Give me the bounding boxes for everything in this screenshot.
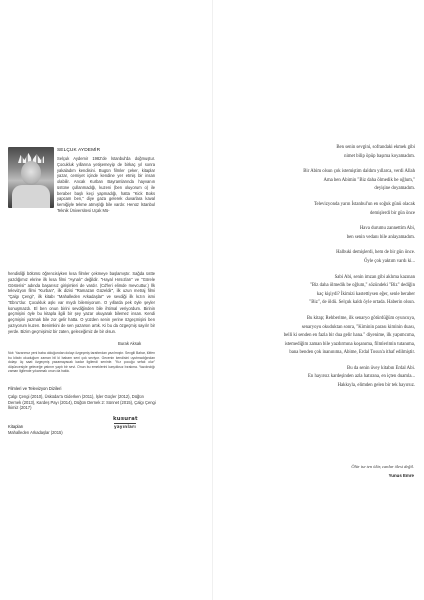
- epigraph-author: Yunus Emre: [388, 473, 414, 478]
- poem-stanza: [272, 249, 415, 266]
- poem-line: istemediğim zaman bile yazdırmına koşanıma, filmlerimin tutanıma,: [284, 341, 415, 347]
- poem-line: "Biz", de öldü. Selçuk kaldı öyle ortada. Haberin olsun.: [309, 300, 415, 306]
- poem-stanza: [272, 144, 415, 161]
- poem-line: kaç kişiydi? İkimizi kastettiysen eğer, senle beraber: [316, 291, 415, 297]
- publisher-logo-line1: kusurat: [113, 416, 138, 422]
- poem-stanza: [272, 315, 415, 358]
- poem-line: belli ki senden en fazla bir dua gelir hana." diyenime, ilk yapımcıma,: [283, 333, 415, 339]
- publisher-logo: [113, 416, 137, 429]
- books-heading: Kitapları: [8, 424, 24, 429]
- face-shape: [21, 161, 41, 185]
- bio-continued: hendisliği bölümü öğrencisiyken kısa filmler çekmeye başlamıştır. Sağda üstte yazdığımız ekrine ilk kısa filmi "Aynalı" değildir. "Hayal Hırsızları" ve "Görele Gösterisi" adında başarısız girişimleri de vardır. (Cd'leri elimde mevcuttur.) İlk televizyon filmi "Kurban", ilk dizisi "Ramazan Güzeldir", ilk uzun metraj filmi "Çalgı Çengi", ilk kitabı "Mahalleden Arkadaşlar" ve sevdiği ilk kızın ismi "Ebru"dur. Çocukluk aşkı var mıydı bilemiyorum. O yıllarda pek öyle şeyler konuşmazdı. El ben onun birini sevdiğinden bile ihtimal veriyordum. Birinin geçmişini öyle bu kitapla ilgili bir şey yazar okuyarak bilemez insan. Kendi geçmişini yazmak bile zor gelir hatta. O yüzden senin yerine özgeçmişini ben yazıyorum kuzen. Benimkini de sen yazarsın artık. Ki bu da özgeçmiş sayılır bir yerde. Bizim geçmişimiz bir zaten, geleceğimiz de bir olsun.: [8, 271, 155, 334]
- epigraph-quote: Ölür ise ten ölür, canlar ölesi değil.: [351, 464, 414, 469]
- poem-stanza: [272, 201, 415, 218]
- poem-line: demişlerdi bir gün önce: [370, 210, 415, 216]
- poem-line: Öyle çok yaktım vardı ki...: [363, 258, 415, 264]
- poem-line: "Biz daha ölmedik be oğlum," sözündeki "Biz" dediğin: [309, 283, 415, 289]
- poem-stanza: [272, 168, 415, 194]
- poem-line: En hayırsız kardeşinden azla hatırana, en içten duamla...: [308, 374, 415, 380]
- books-list: Mahalleden Arkadaşlar (2015): [8, 430, 63, 435]
- dedication-poem: [272, 144, 415, 398]
- poem-line: bana benden çok inanınıma, Abime, Erdal Tosun'a ithaf edilmiştir.: [289, 350, 415, 356]
- poem-line: Hakkıyla, elimden gelen bir tek hayırsız.: [337, 383, 415, 389]
- poem-line: Ama ben Abimin "Biz daha ölmedik be oğlum,": [323, 177, 415, 183]
- right-page: [212, 0, 424, 600]
- poem-line: Ben senin sevgini, sofrandaki ekmek gibi: [336, 145, 415, 150]
- poem-line: Bu da senin üvey kitabın Erdal Abi.: [347, 365, 415, 371]
- poem-line: senaryoyu okuduktan sonra, "Kiminin parası kiminin duası,: [301, 324, 415, 330]
- poem-line: deyişine doyamadım.: [374, 186, 415, 192]
- bio-top: Selçuk Aydemir 1982'de İstanbul'da doğmuştur. Çocukluk yıllarına yetişemeyip de birkaç yıl sonra yakaladım kendisini. Bugün filmler çeker, kitaplar yazar, cemiyet içinde kendine yer etmiş bir insan olabilir. Ancak Kurban Bayramlarında hayvanın üstüne çullanmadığı, kuzeni (ben oluyorum o) ile beraber başlı keçi yapmadığı, hatta "Kick Boks yapcam ben," diye gaza gelerek duvarlara kaval kemiğiyle tekme atmışlığı bile vardır. Henüz İstanbul Teknik Üniversitesi Uçak Mü-: [57, 156, 155, 213]
- author-name: SELÇUK AYDEMİR: [57, 148, 101, 153]
- poem-line: Sabi Abi, senin imzan gibi aklıma kazınan: [334, 274, 415, 280]
- poem-line: Bir Abim olsun çok istemiştim daldım yıllarca, verdi Allah: [303, 169, 415, 175]
- poem-stanza: [272, 225, 415, 242]
- poem-line: Hava durumu zannettim Abi,: [359, 226, 415, 232]
- poem-stanza: [272, 365, 415, 391]
- works-heading: Filmleri ve Televizyon Dizileri: [8, 386, 62, 391]
- poem-line: Bu kitap; Rehberime, ilk senaryo götürdüğüm oyuncuya,: [306, 315, 415, 321]
- author-note: Not: Yazarımız yeni baba olduğundan dolayı özgeçmiş tarafımdan yazılmıştır. Sevgili Bahar, lütfen bu kitabı okuduğum zaman bil ki babam seni çok seviyor. Gecenin kendisini uyutmadığından dolayı üç saat özgeçmiş yazamayacak kadar ilgilendi seninle. "Kız çocuğu sefalı olur" düşüncesiyle geleceğe yatırım yaptı bir sevi. Onun bu emeklerini karşılıksız bırakma. Yazdındığı zaman ilgilende yıkanmak onun da hakkı.: [8, 351, 155, 374]
- poem-line: ben senin vedanı bile anlayamadım.: [346, 234, 415, 240]
- poem-line: Televizyonda yarın İstanbul'un en soğuk günü olacak: [313, 201, 415, 207]
- poem-line: Halbuki demişlerdi, hem de bir gün önce.: [336, 250, 415, 256]
- body-shape: [12, 185, 50, 208]
- author-photo: [8, 147, 54, 208]
- poem-stanza: [272, 274, 415, 308]
- poem-line: nimet bilip öpüp başıma koyamadım.: [344, 153, 415, 159]
- publisher-logo-line2: yayınları: [113, 423, 137, 429]
- works-list: Çalgı Çengi (2010), Üsküdar'a Giderken (2011), İşler Güçler (2012), Düğün Dernek (2013), Kardeş Payı (2014), Düğün Dernek 2: Sünnet (2015), Çalgı Çengi İkimiz (2017): [8, 394, 156, 411]
- bio-signature: Burak Aksak: [118, 341, 142, 346]
